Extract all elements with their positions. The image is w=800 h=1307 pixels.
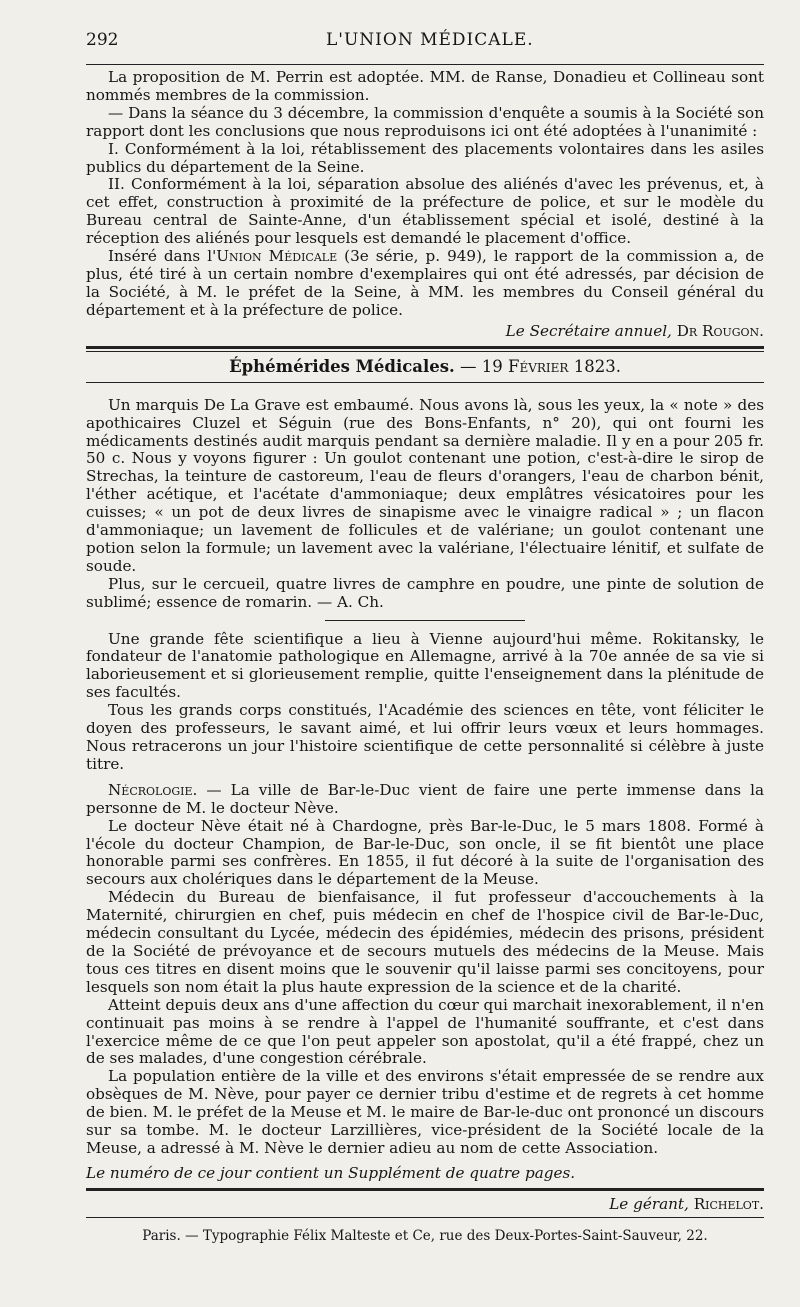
running-title: L'UNION MÉDICALE. — [326, 30, 534, 50]
paragraph: I. Conformément à la loi, rétablissement des placements volontaires dans les asiles publics du département de la Seine. — [86, 139, 764, 176]
header-rule — [86, 64, 764, 65]
gerant-signature: Le gérant, Richelot. — [609, 1194, 764, 1213]
paragraph: Le docteur Nève était né à Chardogne, près Bar-le-Duc, le 5 mars 1808. Formé à l'école du docteur Champion, de Bar-le-Duc, son oncle, il se fit bientôt une place honorable parmi ses confrères. En 1855, il fut décoré à la suite de l'organisation des secours aux cholériques dans le département de la Meuse. — [86, 816, 764, 889]
footer-rule — [86, 1188, 764, 1191]
ephemerides-title: Éphémérides Médicales. — 19 Février 1823. — [229, 356, 621, 376]
necrology-section — [86, 782, 764, 1158]
section-rule-thin — [86, 351, 764, 352]
paragraph: Nécrologie. — La ville de Bar-le-Duc vient de faire une perte immense dans la personne de M. le docteur Nève. — [86, 780, 764, 817]
paragraph: II. Conformément à la loi, séparation absolue des aliénés d'avec les prévenus, et, à cet effet, construction à proximité de la préfecture de police, et sur le modèle du Bureau central de Sainte-Anne, d'un établissement spécial et isolé, destiné à la réception des aliénés pour lesquels est demandé le placement d'office. — [86, 175, 764, 248]
page-header — [86, 30, 764, 58]
title-underline — [86, 382, 764, 383]
printer-imprint: Paris. — Typographie Félix Malteste et Ce, rue des Deux-Portes-Saint-Sauveur, 22. — [142, 1227, 708, 1244]
paragraph: — Dans la séance du 3 décembre, la commission d'enquête a soumis à la Société son rapport dont les conclusions que nous reproduisons ici ont été adoptées à l'unanimité : — [86, 103, 764, 140]
paragraph: La population entière de la ville et des environs s'était empressée de se rendre aux obsèques de M. Nève, pour payer ce dernier tribu d'estime et de regrets à cet homme de bien. M. le préfet de la Meuse et M. le maire de Bar-le-duc ont prononcé un discours sur sa tombe. M. le docteur Larzillières, vice-président de la Société locale de la Meuse, a adressé à M. Nève le dernier adieu au nom de cette Association. — [86, 1067, 764, 1157]
paragraph: Atteint depuis deux ans d'une affection du cœur qui marchait inexorablement, il n'en continuait pas moins à se rendre à l'appel de l'humanité souffrante, et c'est dans l'exercice même de ce que l'on peut appeler son apostolat, qu'il a été frappé, chez un de ses malades, d'une congestion cérébrale. — [86, 995, 764, 1068]
page-number: 292 — [86, 30, 119, 50]
journal-name: Union Médicale — [216, 247, 338, 266]
paragraph: Médecin du Bureau de bienfaisance, il fut professeur d'accouchements à la Maternité, chirurgien en chef, puis médecin en chef de l'hospice civil de Bar-le-Duc, médecin consultant du Lycée, médecin des épidémies, médecin des prisons, président de la Société de prévoyance et de secours mutuels des médecins de la Meuse. Mais tous ces titres en disent moins que le souvenir qu'il laisse parmi ses concitoyens, pour lesquels son nom était la plus haute expression de la science et de la charité. — [86, 888, 764, 996]
necrology-label: Nécrologie. — [108, 780, 198, 799]
separator-rule — [325, 620, 525, 621]
paragraph: La proposition de M. Perrin est adoptée. MM. de Ranse, Donadieu et Collineau sont nommés membres de la commission. — [86, 68, 764, 104]
paragraph: Tous les grands corps constitués, l'Académie des sciences en tête, vont féliciter le doyen des professeurs, le savant aimé, et lui offrir leurs vœux et leurs hommages. Nous retracerons un jour l'histoire scientifique de cette personnalité si célèbre à juste titre. — [86, 701, 764, 773]
paragraph: Un marquis De La Grave est embaumé. Nous avons là, sous les yeux, la « note » des apothicaires Cluzel et Séguin (rue des Bons-Enfants, n° 20), qui ont fourni les médicaments destinés audit marquis pendant sa dernière maladie. Il y en a pour 205 fr. 50 c. Nous y voyons figurer : Un goulot contenant une potion, c'est-à-dire le sirop de Strechas, la teinture de castoreum, l'eau de fleurs d'orangers, l'eau de charbon bénit, l'éther acétique, et l'acétate d'ammoniaque; deux emplâtres vésicatoires pour les cuisses; « un pot de deux livres de sinapisme avec le vinaigre radical » ; un flacon d'ammoniaque; un lavement de follicules et de valériane; un goulot contenant une potion selon la formule; un lavement avec la valériane, l'électuaire lénitif, et sulfate de soude. — [86, 395, 764, 575]
paragraph: Plus, sur le cercueil, quatre livres de camphre en poudre, une pinte de solution de sublimé; essence de romarin. — A. Ch. — [86, 574, 764, 611]
secretary-signature: Le Secrétaire annuel, Dr Rougon. — [505, 321, 764, 340]
news-section — [86, 631, 764, 774]
ephemerides-section — [86, 397, 764, 612]
imprint-rule — [86, 1217, 764, 1218]
paragraph: Une grande fête scientifique a lieu à Vienne aujourd'hui même. Rokitansky, le fondateur de l'anatomie pathologique en Allemagne, arrivé à la 70e année de sa vie si laborieusement et si glorieusement remplie, quitte l'enseignement dans la plénitude de ses facultés. — [86, 629, 764, 702]
supplement-notice: Le numéro de ce jour contient un Supplément de quatre pages. — [86, 1163, 576, 1182]
society-minutes-section — [86, 69, 764, 340]
paragraph: Inséré dans l'Union Médicale (3e série, p. 949), le rapport de la commission a, de plus, été tiré à un certain nombre d'exemplaires qui ont été adressés, par décision de la Société, à M. le préfet de la Seine, à MM. les membres du Conseil général du département et à la préfecture de police. — [86, 247, 764, 319]
section-rule — [86, 346, 764, 349]
